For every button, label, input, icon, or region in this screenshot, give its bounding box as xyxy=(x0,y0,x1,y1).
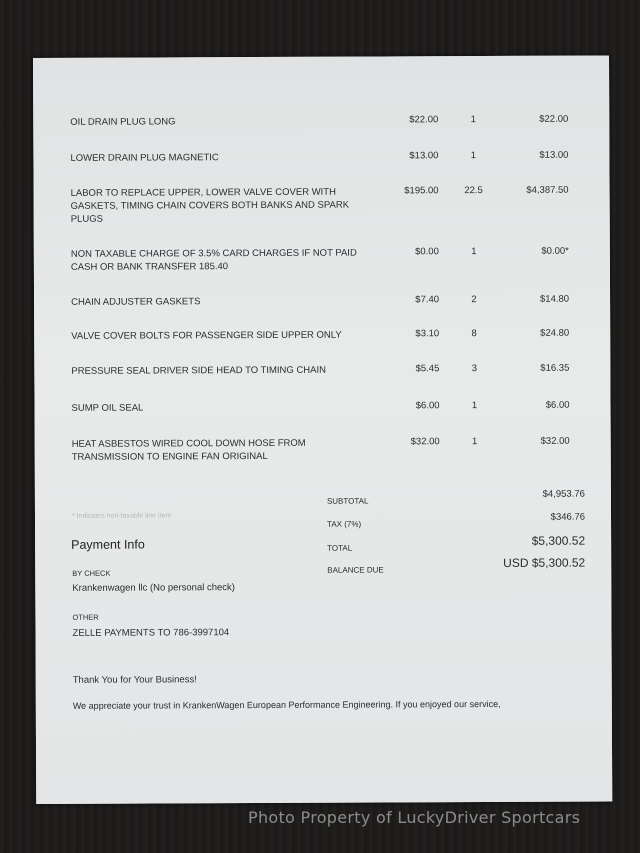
total-label: TOTAL xyxy=(327,543,353,553)
item-qty: 1 xyxy=(470,114,476,126)
item-qty: 2 xyxy=(471,294,477,306)
item-price: $195.00 xyxy=(404,185,439,197)
item-description: LOWER DRAIN PLUG MAGNETIC xyxy=(70,152,219,164)
other-label: OTHER xyxy=(72,612,99,622)
subtotal-value: $4,953.76 xyxy=(542,488,585,500)
item-amount: $22.00 xyxy=(539,113,569,125)
thank-you-text: Thank You for Your Business! xyxy=(72,674,197,686)
item-price: $6.00 xyxy=(415,400,440,412)
appreciation-message: We appreciate your trust in KrankenWagen European Performance Engineering. If you enjoyed our service, xyxy=(72,698,501,711)
item-qty: 1 xyxy=(470,150,477,162)
item-price: $13.00 xyxy=(409,150,439,162)
balance-due-label: BALANCE DUE xyxy=(327,565,384,575)
tax-value: $346.76 xyxy=(550,511,586,523)
zelle-payment: ZELLE PAYMENTS TO 786-3997104 xyxy=(72,627,230,639)
non-taxable-note: * Indicates non-taxable line item xyxy=(71,512,172,520)
invoice-page xyxy=(33,55,612,804)
balance-due-value: USD $5,300.52 xyxy=(503,555,586,570)
item-amount: $6.00 xyxy=(545,399,570,411)
total-value: $5,300.52 xyxy=(531,533,586,548)
line-item xyxy=(33,113,609,128)
watermark: Photo Property of LuckyDriver Sportcars xyxy=(248,808,581,827)
item-description: OIL DRAIN PLUG LONG xyxy=(70,116,176,128)
item-qty: 22.5 xyxy=(464,185,483,197)
item-qty: 1 xyxy=(471,400,478,412)
line-item xyxy=(34,327,610,342)
item-description: LABOR TO REPLACE UPPER, LOWER VALVE COVER WITH GASKETS, TIMING CHAIN COVERS BOTH BANKS AND SPARK PLUGS xyxy=(70,186,350,225)
item-qty: 1 xyxy=(471,246,477,258)
line-item xyxy=(34,184,610,225)
item-price: $5.45 xyxy=(415,363,440,375)
item-description: CHAIN ADJUSTER GASKETS xyxy=(71,296,201,308)
item-amount: $32.00 xyxy=(540,435,570,447)
line-item xyxy=(35,399,611,414)
item-price: $0.00 xyxy=(415,246,439,258)
line-item xyxy=(35,435,611,463)
line-item xyxy=(34,245,610,273)
item-qty: 3 xyxy=(471,363,478,375)
item-amount: $16.35 xyxy=(540,362,570,374)
item-qty: 1 xyxy=(471,436,478,448)
item-qty: 8 xyxy=(471,328,477,340)
item-amount: $14.80 xyxy=(539,293,570,305)
payment-info-title: Payment Info xyxy=(71,537,145,552)
item-amount: $0.00* xyxy=(541,245,569,257)
item-description: VALVE COVER BOLTS FOR PASSENGER SIDE UPPER ONLY xyxy=(71,329,342,342)
item-description: SUMP OIL SEAL xyxy=(71,402,144,414)
item-amount: $13.00 xyxy=(539,149,569,161)
line-item xyxy=(34,293,610,308)
item-description: PRESSURE SEAL DRIVER SIDE HEAD TO TIMING CHAIN xyxy=(71,364,327,377)
item-price: $32.00 xyxy=(410,436,440,448)
subtotal-label: SUBTOTAL xyxy=(326,496,369,506)
line-item xyxy=(34,362,610,377)
item-description: NON TAXABLE CHARGE OF 3.5% CARD CHARGES IF NOT PAID CASH OR BANK TRANSFER 185.40 xyxy=(70,247,357,273)
line-item xyxy=(33,149,609,164)
by-check-label: BY CHECK xyxy=(72,568,111,578)
item-price: $22.00 xyxy=(409,114,439,126)
item-description: HEAT ASBESTOS WIRED COOL DOWN HOSE FROM TRANSMISSION TO ENGINE FAN ORIGINAL xyxy=(71,437,306,463)
item-amount: $4,387.50 xyxy=(526,184,569,196)
item-price: $7.40 xyxy=(415,294,440,306)
tax-label: TAX (7%) xyxy=(327,519,362,529)
item-amount: $24.80 xyxy=(540,327,570,339)
check-payee: Krankenwagen llc (No personal check) xyxy=(72,582,235,594)
item-price: $3.10 xyxy=(415,328,440,340)
